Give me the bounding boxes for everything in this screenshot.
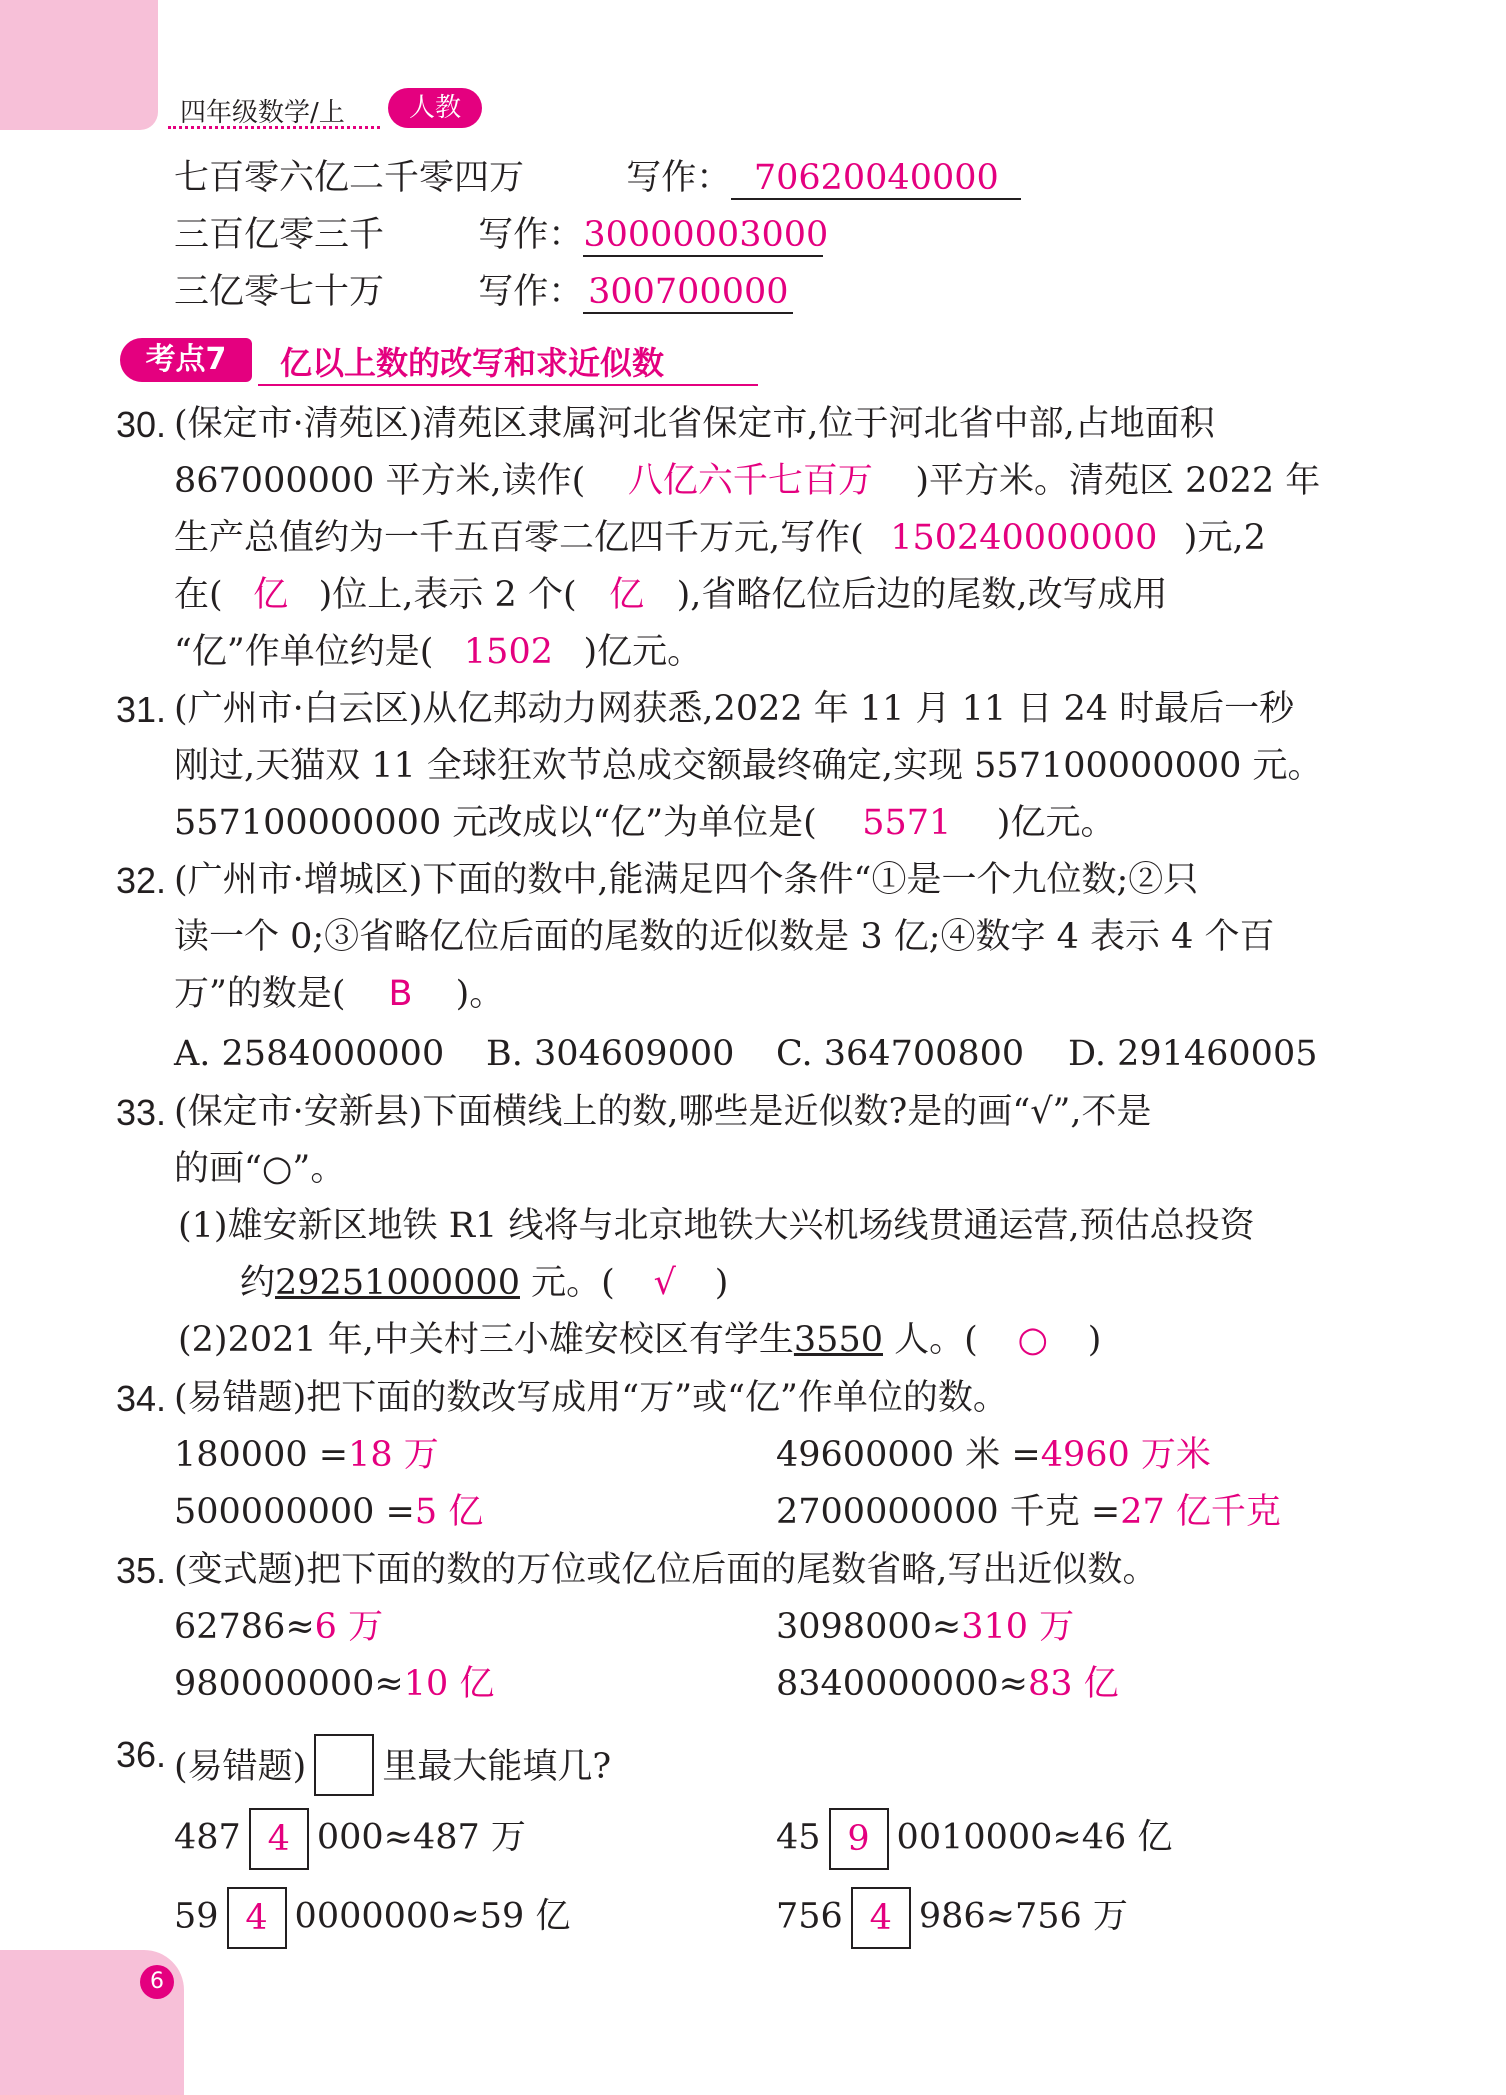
q36-item-2: 45 9 0010000≈46 亿 — [776, 1808, 1172, 1870]
write-item-1: 七百零六亿二千零四万 写作： 70620040000 — [174, 158, 1021, 200]
q32-option-d: D. 291460005 — [1068, 1034, 1318, 1074]
q36-line-1: (易错题) 里最大能填几? — [174, 1734, 611, 1796]
top-corner-tab — [0, 0, 158, 130]
q30-line-5: “亿”作单位约是( 1502 )亿元。 — [174, 632, 703, 672]
q30-number: 30. — [116, 404, 167, 445]
q31-line-1: (广州市·白云区)从亿邦动力网获悉,2022 年 11 月 11 日 24 时最后一秒 — [174, 689, 1295, 729]
write-item-3: 三亿零七十万 写作： 300700000 — [174, 272, 793, 314]
q32-option-c: C. 364700800 — [776, 1034, 1025, 1074]
header-dots — [168, 126, 380, 129]
section-badge: 考点7 — [120, 338, 252, 382]
q36-item-3: 59 4 0000000≈59 亿 — [174, 1887, 570, 1949]
header-subject: 四年级数学/上 — [180, 98, 345, 128]
answer-box: 4 — [851, 1887, 911, 1949]
q35-item-4: 8340000000≈83 亿 — [776, 1664, 1119, 1704]
q32-line-1: (广州市·增城区)下面的数中,能满足四个条件“①是一个九位数;②只 — [174, 860, 1199, 900]
q33-sub1-line-1: (1)雄安新区地铁 R1 线将与北京地铁大兴机场线贯通运营,预估总投资 — [178, 1206, 1255, 1246]
answer-box: 4 — [227, 1887, 287, 1949]
q33-line-1: (保定市·安新县)下面横线上的数,哪些是近似数?是的画“√”,不是 — [174, 1092, 1152, 1132]
q35-item-1: 62786≈6 万 — [174, 1607, 384, 1647]
q34-number: 34. — [116, 1378, 167, 1419]
q35-line-1: (变式题)把下面的数的万位或亿位后面的尾数省略,写出近似数。 — [174, 1550, 1158, 1590]
q32-option-b: B. 304609000 — [486, 1034, 735, 1074]
q33-number: 33. — [116, 1092, 167, 1133]
q36-number: 36. — [116, 1734, 167, 1775]
q31-number: 31. — [116, 689, 167, 730]
answer-box: 9 — [829, 1808, 889, 1870]
q34-item-4: 2700000000 千克 =27 亿千克 — [776, 1492, 1281, 1532]
q30-line-1: (保定市·清苑区)清苑区隶属河北省保定市,位于河北省中部,占地面积 — [174, 404, 1215, 444]
q34-item-2: 49600000 米 =4960 万米 — [776, 1435, 1211, 1475]
answer-box: 4 — [249, 1808, 309, 1870]
q32-line-3: 万”的数是( B )。 — [174, 974, 505, 1014]
q32-line-2: 读一个 0;③省略亿位后面的尾数的近似数是 3 亿;④数字 4 表示 4 个百 — [174, 917, 1275, 957]
q35-item-3: 980000000≈10 亿 — [174, 1664, 495, 1704]
q30-line-3: 生产总值约为一千五百零二亿四千万元,写作( 150240000000 )元,2 — [174, 518, 1266, 558]
q34-line-1: (易错题)把下面的数改写成用“万”或“亿”作单位的数。 — [174, 1378, 1008, 1418]
q33-sub2: (2)2021 年,中关村三小雄安校区有学生3550 人。( ○ ) — [178, 1320, 1102, 1360]
q36-item-4: 756 4 986≈756 万 — [776, 1887, 1128, 1949]
section-underline — [258, 384, 758, 386]
edition-badge: 人教 — [388, 88, 482, 128]
q33-sub1-line-2: 约29251000000 元。( √ ) — [240, 1263, 729, 1303]
empty-box — [314, 1734, 374, 1796]
q32-option-a: A. 2584000000 — [174, 1034, 445, 1074]
q30-line-2: 867000000 平方米,读作( 八亿六千七百万 )平方米。清苑区 2022 年 — [174, 461, 1321, 501]
q34-item-3: 500000000 =5 亿 — [174, 1492, 484, 1532]
q35-item-2: 3098000≈310 万 — [776, 1607, 1075, 1647]
page-number: 6 — [140, 1965, 174, 1999]
section-title: 亿以上数的改写和求近似数 — [280, 344, 665, 382]
q35-number: 35. — [116, 1550, 167, 1591]
q33-line-2: 的画“○”。 — [174, 1149, 346, 1189]
q36-item-1: 487 4 000≈487 万 — [174, 1808, 526, 1870]
q34-item-1: 180000 =18 万 — [174, 1435, 439, 1475]
q30-line-4: 在( 亿 )位上,表示 2 个( 亿 ),省略亿位后边的尾数,改写成用 — [174, 575, 1168, 615]
write-item-2: 三百亿零三千 写作：30000003000 — [174, 215, 829, 255]
q31-line-2: 刚过,天猫双 11 全球狂欢节总成交额最终确定,实现 557100000000 元。 — [174, 746, 1323, 786]
q32-number: 32. — [116, 860, 167, 901]
q31-line-3: 557100000000 元改成以“亿”为单位是( 5571 )亿元。 — [174, 803, 1116, 843]
